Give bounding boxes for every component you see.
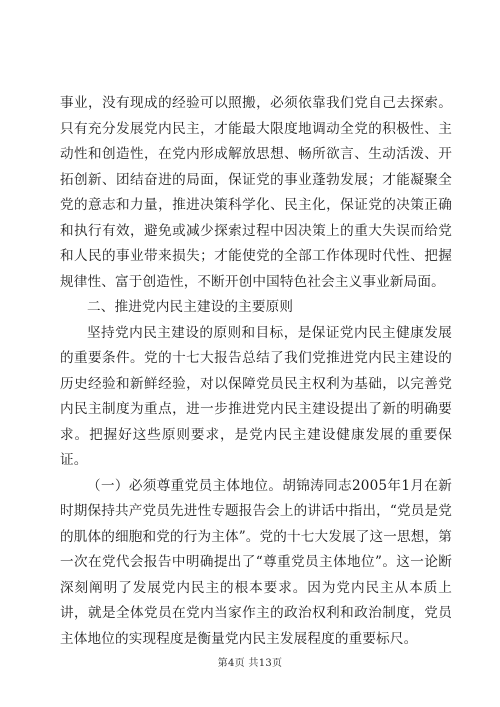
page-number-footer: 第4页 共13页 (217, 658, 283, 669)
paragraph-party-member-status: （一）必须尊重党员主体地位。胡锦涛同志2005年1月在新时期保持共产党员先进性专题报告会上的讲话中指出，“党员是党的肌体的细胞和党的行为主体”。党的十七大发展了这一思想，第一次在党代会报告中明确提出了“尊重党员主体地位”。这一论断深刻阐明了发展党内民主的根本要求。因为党内民主从本质上讲，就是全体党员在党内当家作主的政治权利和政治制度，党员主体地位的实现程度是衡量党内民主发展程度的重要标尺。 (60, 477, 452, 647)
document-body (60, 91, 452, 652)
paragraph-principles-intro: 坚持党内民主建设的原则和目标，是保证党内民主健康发展的重要条件。党的十七大报告总结了我们党推进党内民主建设的历史经验和新鲜经验，对以保障党员民主权利为基础，以完善党内民主制度为重点，进一步推进党内民主建设提出了新的明确要求。把握好这些原则要求，是党内民主建设健康发展的重要保证。 (60, 324, 452, 468)
paragraph-continuation: 事业，没有现成的经验可以照搬，必须依靠我们党自己去探索。只有充分发展党内民主，才能最大限度地调动全党的积极性、主动性和创造性，在党内形成解放思想、畅所欲言、生动活泼、开拓创新、团结奋进的局面，保证党的事业蓬勃发展；才能凝聚全党的意志和力量，推进决策科学化、民主化，保证党的决策正确和执行有效，避免或减少探索过程中因决策上的重大失误而给党和人民的事业带来损失；才能使党的全部工作体现时代性、把握规律性、富于创造性，不断开创中国特色社会主义事业新局面。 (60, 95, 452, 290)
section-heading: 二、推进党内民主建设的主要原则 (87, 299, 294, 315)
